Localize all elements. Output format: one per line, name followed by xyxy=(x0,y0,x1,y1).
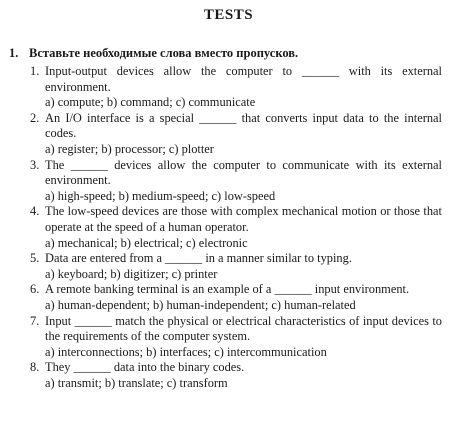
answer-options: a) human-dependent; b) human-independent; c) human-related xyxy=(45,297,356,312)
answer-options: a) high-speed; b) medium-speed; c) low-speed xyxy=(45,188,276,203)
question-number: 3. xyxy=(30,157,40,172)
answer-options: a) register; b) processor; c) plotter xyxy=(45,141,214,156)
question-text: The ______ devices allow the computer to communicate with its external environment. xyxy=(45,157,442,188)
answer-options: a) keyboard; b) digitizer; c) printer xyxy=(45,266,218,281)
task-number: 1. xyxy=(9,46,19,60)
question-number: 1. xyxy=(30,64,40,78)
question-text: A remote banking terminal is an example of a ______ input environment. xyxy=(45,282,410,297)
question-item xyxy=(9,64,449,111)
question-text: Input ______ match the physical or electrical characteristics of input devices to the requirements of the computer system. xyxy=(45,313,442,344)
question-number: 4. xyxy=(30,204,40,219)
question-number: 2. xyxy=(30,110,40,125)
question-number: 8. xyxy=(30,360,40,375)
question-item xyxy=(9,251,449,282)
question-number: 7. xyxy=(30,313,40,328)
question-text: An I/O interface is a special ______ that converts input data to the internal codes. xyxy=(45,110,442,141)
question-item xyxy=(9,111,449,158)
task-heading xyxy=(9,45,449,61)
question-text: They ______ data into the binary codes. xyxy=(45,360,245,375)
question-item xyxy=(9,314,449,361)
question-text: Input-output devices allow the computer to ______ with its external environment. xyxy=(45,64,442,94)
task-block xyxy=(9,45,449,391)
page-title: TESTS xyxy=(203,7,254,23)
question-item xyxy=(9,158,449,205)
answer-options: a) compute; b) command; c) communicate xyxy=(45,95,256,110)
question-text: Data are entered from a ______ in a manner similar to typing. xyxy=(45,251,352,266)
task-instruction: Вставьте необходимые слова вместо пропусков. xyxy=(29,46,299,60)
question-number: 5. xyxy=(30,251,40,266)
question-item xyxy=(9,282,449,313)
answer-options: a) interconnections; b) interfaces; c) intercommunication xyxy=(45,344,327,359)
question-item xyxy=(9,360,449,391)
question-number: 6. xyxy=(30,282,40,297)
question-list xyxy=(9,64,449,391)
question-text: The low-speed devices are those with complex mechanical motion or those that operate at the speed of a human operator. xyxy=(45,204,442,234)
answer-options: a) mechanical; b) electrical; c) electronic xyxy=(45,235,248,250)
question-item xyxy=(9,204,449,251)
answer-options: a) transmit; b) translate; c) transform xyxy=(45,375,228,390)
